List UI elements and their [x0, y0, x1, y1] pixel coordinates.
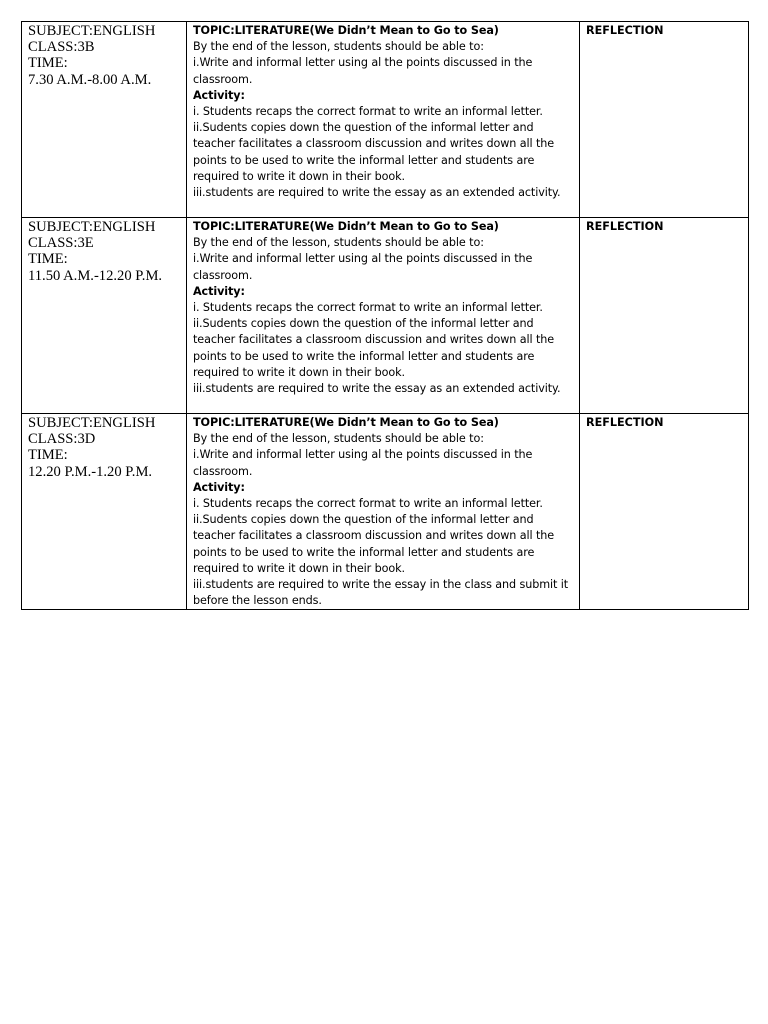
objective-intro: By the end of the lesson, students should be able to:: [193, 236, 484, 250]
class-label: CLASS:3E: [28, 235, 94, 252]
lesson-row: [22, 218, 749, 414]
time-value: 7.30 A.M.-8.00 A.M.: [28, 71, 152, 88]
class-label: CLASS:3D: [28, 431, 96, 448]
topic-heading: TOPIC:LITERATURE(We Didn’t Mean to Go to Sea): [193, 416, 499, 429]
time-label: TIME:: [28, 55, 68, 72]
lesson-plan-cell: [187, 414, 580, 610]
lesson-info-cell: [22, 218, 187, 414]
objective-text: i.Write and informal letter using al the points discussed in the classroom.: [193, 252, 533, 282]
lesson-row: [22, 22, 749, 218]
objective-text: i.Write and informal letter using al the points discussed in the classroom.: [193, 448, 533, 478]
activity-step-2: ii.Sudents copies down the question of the informal letter and teacher facilitates a classroom discussion and writes down all the points to be used to write the informal letter and students are required to write it down in their book.: [193, 121, 555, 183]
lesson-plan-cell: [187, 22, 580, 218]
activity-step-3: iii.students are required to write the essay as an extended activity.: [193, 382, 561, 396]
subject-label: SUBJECT:ENGLISH: [28, 23, 156, 39]
time-value: 11.50 A.M.-12.20 P.M.: [28, 267, 163, 284]
reflection-label: REFLECTION: [586, 24, 664, 37]
activity-step-3: iii.students are required to write the essay as an extended activity.: [193, 186, 561, 200]
topic-heading: TOPIC:LITERATURE(We Didn’t Mean to Go to Sea): [193, 220, 499, 233]
reflection-label: REFLECTION: [586, 220, 664, 233]
lesson-row: [22, 414, 749, 610]
subject-label: SUBJECT:ENGLISH: [28, 219, 156, 235]
reflection-cell: [580, 22, 749, 218]
lesson-info-cell: [22, 414, 187, 610]
activity-heading: Activity:: [193, 480, 245, 494]
activity-step-3: iii.students are required to write the essay in the class and submit it before the lesson ends.: [193, 578, 569, 608]
activity-step-2: ii.Sudents copies down the question of the informal letter and teacher facilitates a classroom discussion and writes down all the points to be used to write the informal letter and students are required to write it down in their book.: [193, 317, 555, 379]
lesson-plan-table: [21, 21, 749, 610]
topic-heading: TOPIC:LITERATURE(We Didn’t Mean to Go to Sea): [193, 24, 499, 37]
lesson-plan-cell: [187, 218, 580, 414]
activity-heading: Activity:: [193, 284, 245, 298]
class-label: CLASS:3B: [28, 39, 95, 56]
activity-step-1: i. Students recaps the correct format to write an informal letter.: [193, 497, 543, 511]
objective-text: i.Write and informal letter using al the points discussed in the classroom.: [193, 56, 533, 86]
activity-step-1: i. Students recaps the correct format to write an informal letter.: [193, 301, 543, 315]
activity-heading: Activity:: [193, 88, 245, 102]
reflection-cell: [580, 414, 749, 610]
reflection-cell: [580, 218, 749, 414]
objective-intro: By the end of the lesson, students should be able to:: [193, 40, 484, 54]
time-value: 12.20 P.M.-1.20 P.M.: [28, 463, 153, 480]
reflection-label: REFLECTION: [586, 416, 664, 429]
time-label: TIME:: [28, 251, 68, 268]
activity-step-1: i. Students recaps the correct format to write an informal letter.: [193, 105, 543, 119]
time-label: TIME:: [28, 447, 68, 464]
lesson-info-cell: [22, 22, 187, 218]
subject-label: SUBJECT:ENGLISH: [28, 415, 156, 431]
objective-intro: By the end of the lesson, students should be able to:: [193, 432, 484, 446]
activity-step-2: ii.Sudents copies down the question of the informal letter and teacher facilitates a classroom discussion and writes down all the points to be used to write the informal letter and students are required to write it down in their book.: [193, 513, 555, 575]
